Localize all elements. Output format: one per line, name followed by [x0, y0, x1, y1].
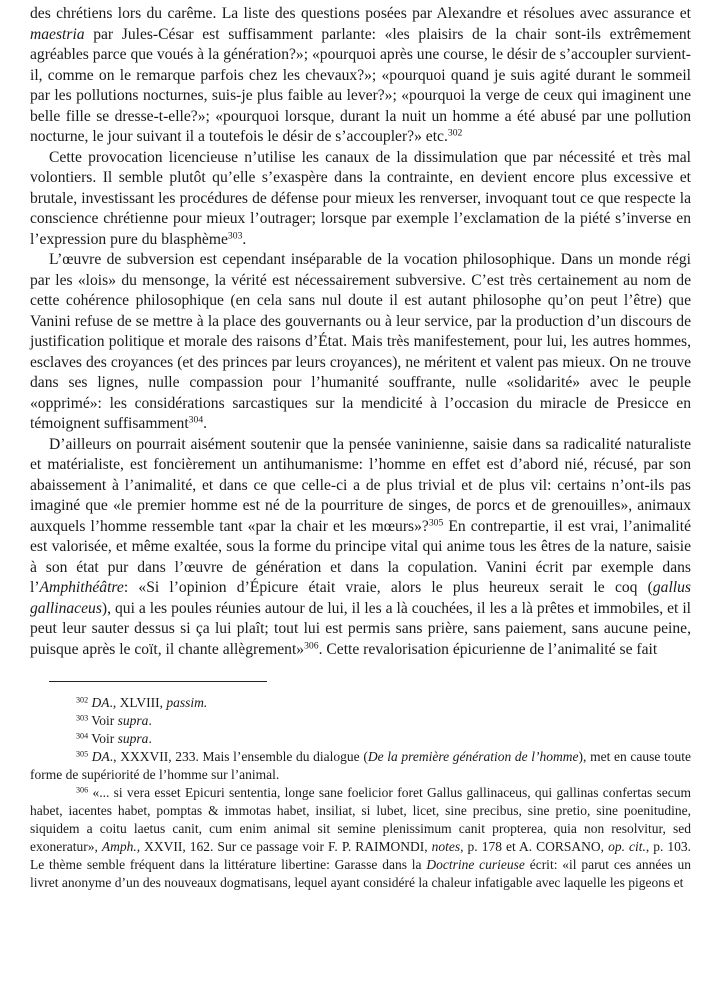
paragraph — [30, 148, 691, 251]
text-run: écrit: «il parut ces années un livret anonyme d’un des nouveaux dogmatisans, lequel ayant considéré la chaleur infatigable avec laquelle les pigeons et — [30, 857, 691, 890]
book-page — [30, 4, 691, 892]
main-text — [30, 4, 691, 660]
italic-text: supra — [117, 713, 149, 728]
footnote-ref: 304 — [188, 414, 204, 426]
footnote-number: 302 — [76, 695, 89, 705]
text-run: Voir — [91, 731, 118, 746]
footnotes — [30, 694, 691, 892]
text-run: ), met en cause toute forme de supériorité de l’homme sur l’animal. — [30, 749, 691, 782]
footnote — [30, 712, 691, 730]
text-run: ), qui a les poules réunies autour de lui, il les a là couchées, il les a là prêtes et immobiles, et il peut leur sauter dessus si ça lui plaît; tout lui est permis sans prière, sans paiement, sans aucune peine, puisque après le coït, il chante allègrement» — [30, 599, 691, 658]
italic-text: maestria — [30, 25, 85, 43]
italic-text: passim. — [166, 695, 208, 710]
footnote-ref: 306 — [304, 640, 319, 652]
text-run: «... si vera esset Epicuri sententia, longe sane foelicior foret Gallus gallinaceus, qui gallinas confertas secum habet, iacentes habet, pomptas & immotas habet, insiliat, si lubet, licet, sine precibus, sine pretio, sine poenitudine, siquidem a coitu laetus canit, cum enim animal sit semine plenissimum canit propterea, quia non resolvitur, sed exoneratur», — [30, 785, 691, 854]
text-run: L’œuvre de subversion est cependant inséparable de la vocation philosophique. Dans un monde régi par les «lois» du mensonge, la vérité est nécessairement subversive. C’est très certainement au nom de cette cohérence philosophique (en cela sans nul doute il est autant philosophe qu’on peut l’être) que Vanini refuse de se mettre à la place des gouvernants ou à leur service, par la production d’un discours de justification politique et morale des raisons d’État. Mais très manifestement, pour lui, les autres hommes, esclaves des croyances (et des princes par leurs croyances), ne méritent et valent pas mieux. On ne trouve dans ses lignes, nulle compassion pour l’humanité souffrante, nulle «solidarité» avec le peuple «opprimé»: les considérations sarcastiques sur la mendicité à l’occasion du miracle de Presicce en témoignent suffisamment — [30, 251, 691, 432]
footnote — [30, 730, 691, 748]
text-run: Cette provocation licencieuse n’utilise les canaux de la dissimulation que par nécessité et très mal volontiers. Il semble plutôt qu’elle s’exaspère dans la contrainte, en devient encore plus excessive et brutale, investissant les procédures de défense pour mieux les renverser, invoquant tout ce que respecte la conscience chrétienne pour mieux l’outrager; lorsque par exemple l’exclamation de la piété s’inverse en l’expression pure du blasphème — [30, 148, 691, 248]
paragraph — [30, 250, 691, 435]
footnote-number: 306 — [76, 785, 89, 795]
text-run: . — [242, 230, 247, 248]
italic-text: notes — [431, 839, 461, 854]
text-run: Voir — [91, 713, 118, 728]
footnote-number: 303 — [76, 713, 89, 723]
footnote-ref: 303 — [227, 230, 243, 242]
text-run: ., XLVIII, — [109, 695, 167, 710]
paragraph — [30, 435, 691, 661]
italic-text: Doctrine curieuse — [426, 857, 525, 872]
text-run: D’ailleurs on pourrait aisément soutenir que la pensée vaninienne, saisie dans sa radicalité naturaliste et matérialiste, est foncièrement un antihumanisme: l’homme en effet est d’abord nié, récusé, par son abaissement à l’animalité, et dans ce que celle-ci a de plus trivial et de plus vil: certains n’ont-ils pas imaginé que «le premier homme est né de la pourriture de singes, de porcs et de grenouilles», animaux auxquels l’homme ressemble tant «par la chair et les mœurs»? — [30, 435, 691, 535]
paragraph — [30, 4, 691, 148]
text-run: . — [203, 415, 208, 432]
footnote — [30, 694, 691, 712]
italic-text: Amph., — [101, 839, 141, 854]
text-run: . — [148, 713, 152, 728]
text-run: , p. 103. Le thème semble fréquent dans la littérature libertine: Garasse dans la — [30, 839, 692, 872]
italic-text: gallus gallinaceus — [30, 579, 691, 617]
footnote-ref: 302 — [447, 127, 463, 139]
italic-text: supra — [117, 731, 149, 746]
italic-text: De la première génération de l’homme — [367, 749, 579, 764]
text-run: des chrétiens lors du carême. La liste des questions posées par Alexandre et résolues avec assurance et — [30, 5, 691, 22]
italic-text: DA — [91, 695, 110, 710]
footnote — [30, 784, 691, 892]
text-run: ., XXXVII, 233. Mais l’ensemble du dialogue ( — [109, 749, 368, 764]
text-run: En contrepartie, il est vrai, l’animalité est valorisée, et même exaltée, sous la forme du principe vital qui anime tous les êtres de la nature, saisie à son état pur dans l’œuvre de génération et dans la copulation. Vanini écrit par exemple dans l’ — [30, 517, 691, 596]
italic-text: DA — [91, 749, 110, 764]
text-run: : «Si l’opinion d’Épicure était vraie, alors le plus heureux serait le coq ( — [123, 579, 653, 596]
italic-text: Amphithéâtre — [39, 579, 124, 596]
text-run: . Cette revalorisation épicurienne de l’animalité se fait — [318, 640, 658, 658]
footnote-ref: 305 — [428, 517, 444, 529]
text-run: par Jules-César est suffisamment parlante: «les plaisirs de la chair sont-ils extrêmement agréables parce que voués à la génération?»; «pourquoi après une course, le désir de s’accoupler survient-il, comme on le remarque parfois chez les chevaux?»; «pourquoi quand je suis agité durant le sommeil par les pollutions nocturnes, suis-je plus faible au lever?»; «pourquoi la verge de ceux qui imaginent une belle fille se dresse-t-elle?»; «pourquoi lorsque, durant la nuit un homme a été abusé par une pollution nocturne, le jour suivant il a toutefois le désir de s’accoupler?» etc. — [30, 25, 691, 145]
footnote — [30, 748, 691, 784]
text-run: . — [148, 731, 152, 746]
text-run: , p. 178 et A. CORSANO, — [460, 839, 609, 854]
text-run: XXVII, 162. Sur ce passage voir F. P. RAIMONDI, — [140, 839, 432, 854]
footnote-separator — [49, 681, 267, 682]
footnote-number: 304 — [76, 731, 89, 741]
italic-text: op. cit. — [608, 839, 646, 854]
footnote-number: 305 — [76, 749, 89, 759]
